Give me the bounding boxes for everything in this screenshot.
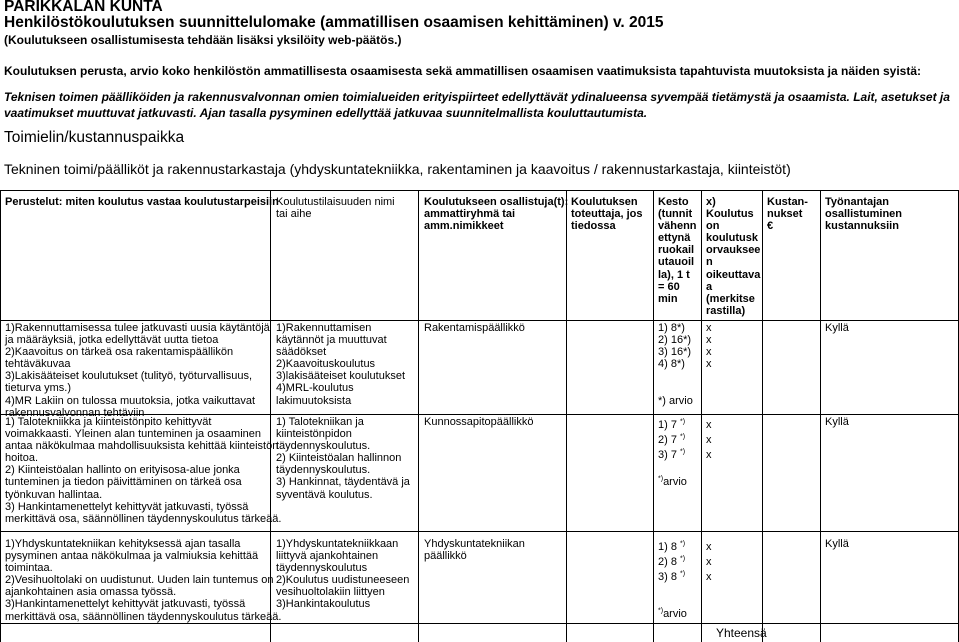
cell-osallistujat: Kunnossapitopäällikkö	[424, 416, 534, 428]
col-border	[820, 190, 821, 642]
header-tilaisuus: Koulutustilaisuuden nimi tai aihe	[276, 196, 395, 221]
cell-tilaisuus: 1)Yhdyskuntatekniikkaan liittyvä ajankohtainen täydennyskoulutus 2)Koulutus uudistuneeseen vesihuoltolakiin liittyen 3)Hankintakoulutus	[276, 538, 410, 611]
cell-perustelut: 1)Yhdyskuntatekniikan kehityksessä ajan tasalla pysyminen antaa näkökulmaa ja valmiuksia kehittää toimintaa. 2)Vesihuoltolaki on uudistunut. Uuden lain tuntemus on ajankohtainen asia omassa työssä. 3)Hankintamenettelyt kehittyvät jatkuvasti, työssä merkittävä osa, säännöllinen täydennyskoulutus tärkeää.	[5, 538, 282, 623]
header-perustelut: Perustelut: miten koulutus vastaa koulutustarpeisiin	[5, 196, 279, 208]
col-border	[0, 190, 1, 642]
header-tyonantaja: Työnantajan osallistuminen kustannuksiin	[825, 196, 903, 233]
table-top-border	[0, 190, 959, 191]
intro-line-1: Teknisen toimen päälliköiden ja rakennusvalvonnan omien toimialueiden erityispiirteet edellyttävät ydinalueensa syvempää tietämystä ja osaamista. Lait, asetukset ja	[4, 90, 950, 104]
col-border	[701, 190, 702, 642]
cell-oikeuttava: x x x x	[706, 322, 712, 371]
header-oikeuttava: x) Koulutus on koulutusk orvauksee n oikeuttava a (merkitse rastilla)	[706, 196, 761, 317]
org-name: PARIKKALAN KUNTA	[4, 0, 163, 15]
cell-tyonantaja: Kyllä	[825, 322, 849, 334]
col-border	[418, 190, 419, 642]
cell-kesto: 1) 8 *) 2) 8 *) 3) 8 *)	[658, 540, 686, 583]
header-kustannukset: Kustan- nukset €	[767, 196, 808, 233]
cell-perustelut: 1) Talotekniikka ja kiinteistönpito kehittyvät voimakkaasti. Yleinen alan tunteminen ja osaaminen antaa näkökulmaa mahdollisuuksista kehittää kiinteistön hoitoa. 2) Kiinteistöalan hallinto on erityisosa-alue jonka tunteminen ja tiedon päivittäminen on tärkeä osa työnkuvan hallintaa. 3) Hankintamenettelyt kehittyvät jatkuvasti, työssä merkittävä osa, säännöllinen täydennyskoulutus tärkeää.	[5, 416, 282, 525]
subsection-title: Tekninen toimi/päälliköt ja rakennustarkastaja (yhdyskuntatekniikka, rakentaminen ja kaavoitus / rakennustarkastaja, kiinteistöt)	[4, 161, 791, 177]
row-border	[0, 320, 959, 321]
cell-perustelut: 1)Rakennuttamisessa tulee jatkuvasti uusia käytäntöjä ja määräyksiä, jotka edellyttävät uutta tietoa 2)Kaavoitus on tärkeä osa rakentamispäällikön tehtäväkuvaa 3)Lakisääteiset koulutukset (tulityö, työturvallisuus, tieturva yms.) 4)MR Lakiin on tulossa muutoksia, jotka vaikuttavat rakennusvalvonnan tehtäviin	[5, 322, 270, 419]
cell-tilaisuus: 1) Talotekniikan ja kiinteistönpidon täydennyskoulutus. 2) Kiinteistöalan hallinnon täydennyskoulutus. 3) Hankinnat, täydentävä ja syventävä koulutus.	[276, 416, 410, 501]
header-kesto: Kesto (tunnit vähenn ettynä ruokail utauoil la), 1 t = 60 min	[658, 196, 697, 305]
cell-osallistujat: Yhdyskuntatekniikan päällikkö	[424, 538, 525, 563]
cell-kesto: 1) 8*) 2) 16*) 3) 16*) 4) 8*)	[658, 322, 692, 371]
total-label: Yhteensä	[716, 626, 767, 640]
header-toteuttaja: Koulutuksen toteuttaja, jos tiedossa	[571, 196, 643, 233]
cell-tyonantaja: Kyllä	[825, 538, 849, 550]
section-title: Toimielin/kustannuspaikka	[4, 129, 185, 146]
cell-kesto-note: *)arvio	[658, 607, 687, 620]
basis-label: Koulutuksen perusta, arvio koko henkilöstön ammatillisesta osaamisesta sekä ammatillisen osaamisen vaatimuksista tapahtuvista muutoksista ja näiden syistä:	[4, 64, 922, 78]
cell-kesto: 1) 7 *) 2) 7 *) 3) 7 *)	[658, 418, 686, 461]
col-border	[653, 190, 654, 642]
col-border	[762, 190, 763, 642]
form-title: Henkilöstökoulutuksen suunnittelulomake (ammatillisen osaamisen kehittäminen) v. 2015	[4, 14, 664, 31]
form-note: (Koulutukseen osallistumisesta tehdään lisäksi yksilöity web-päätös.)	[4, 33, 402, 47]
cell-tilaisuus: 1)Rakennuttamisen käytännöt ja muuttuvat säädökset 2)Kaavoituskoulutus 3)lakisääteiset koulutukset 4)MRL-koulutus lakimuutoksista	[276, 322, 406, 407]
cell-oikeuttava: x x x	[706, 541, 712, 583]
cell-oikeuttava: x x x	[706, 419, 712, 461]
cell-kesto-note: *)arvio	[658, 475, 687, 488]
cell-kesto-note: *) arvio	[658, 395, 693, 407]
header-osallistujat: Koulutukseen osallistuja(t): ammattiryhmä tai amm.nimikkeet	[424, 196, 569, 233]
cell-osallistujat: Rakentamispäällikkö	[424, 322, 525, 334]
row-border	[0, 623, 959, 624]
cell-tyonantaja: Kyllä	[825, 416, 849, 428]
row-border	[0, 531, 959, 532]
col-border	[566, 190, 567, 642]
intro-line-2: vaatimukset muuttuvat jatkuvasti. Ajan tasalla pysyminen edellyttää jatkuvaa suunnitelmallista kouluttautumista.	[4, 106, 648, 120]
